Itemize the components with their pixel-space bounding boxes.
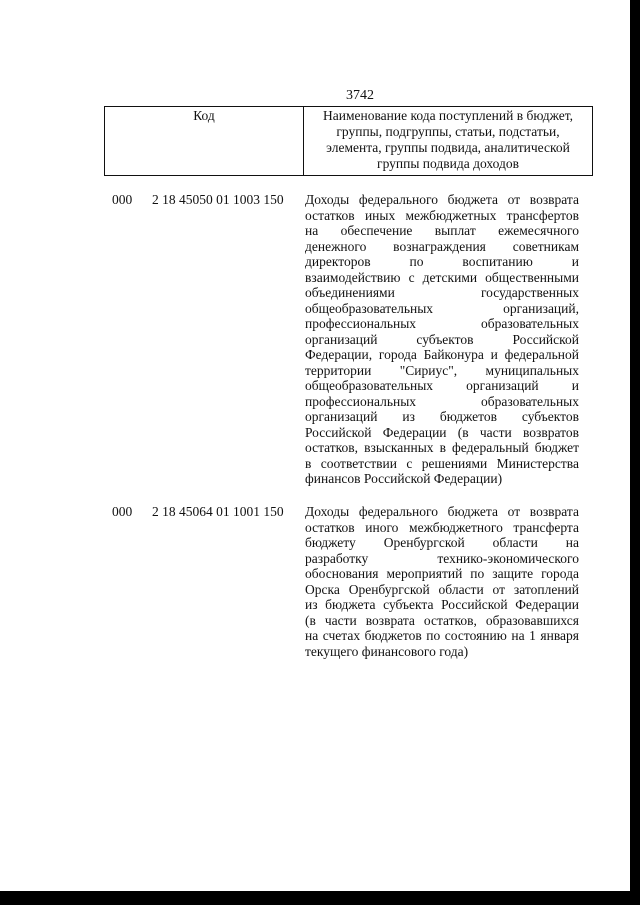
description-line: объединениями государственных	[305, 285, 579, 300]
description-line: директоров по воспитанию и	[305, 254, 579, 269]
description-line: взаимодействию с детскими общественными	[305, 269, 579, 285]
description-line: Российской Федерации (в части возвратов	[305, 424, 579, 440]
description-line: территории "Сириус", муниципальных	[305, 362, 579, 378]
description-line: на обеспечение выплат ежемесячного	[305, 223, 579, 238]
admin-code: 000	[112, 192, 133, 207]
description-line: финансов Российской Федерации)	[305, 471, 503, 486]
header-name-line: Наименование кода поступлений в бюджет,	[322, 108, 573, 123]
description-line: на счетах бюджетов по состоянию на 1 января	[305, 628, 579, 643]
description-line: Доходы федерального бюджета от возврата	[305, 504, 579, 519]
entry-description	[305, 504, 579, 659]
header-code-cell	[105, 107, 304, 176]
header-code-label: Код	[193, 108, 215, 123]
description-line: общеобразовательных организаций,	[305, 300, 579, 316]
table-header	[104, 106, 593, 176]
page-number: 3742	[346, 88, 374, 103]
header-name-line: группы подвида доходов	[377, 156, 519, 171]
budget-code: 2 18 45050 01 1003 150	[152, 192, 284, 207]
scan-border-right	[630, 0, 640, 905]
budget-code: 2 18 45064 01 1001 150	[152, 504, 284, 519]
description-line: Федерации, города Байконура и федеральной	[305, 347, 579, 362]
scan-border-bottom	[0, 891, 640, 905]
description-line: (в части возврата остатков, образовавшихся	[305, 612, 579, 628]
header-name-cell	[304, 107, 593, 176]
description-line: организаций из бюджетов субъектов	[305, 409, 579, 424]
admin-code: 000	[112, 504, 133, 519]
description-line: из бюджета субъекта Российской Федерации	[305, 597, 579, 612]
header-name-line: группы, подгруппы, статьи, подстатьи,	[336, 124, 560, 139]
description-line: в соответствии с решениями Министерства	[305, 455, 579, 471]
description-line: остатков иных межбюджетных трансфертов	[305, 207, 579, 223]
description-line: остатков иного межбюджетного трансферта	[305, 519, 579, 535]
description-line: бюджету Оренбургской области на	[305, 535, 579, 550]
description-line: профессиональных образовательных	[305, 393, 579, 409]
description-line: разработку технико-экономического	[305, 550, 579, 566]
entry-description	[305, 192, 579, 487]
header-name-line: элемента, группы подвида, аналитической	[326, 140, 570, 155]
description-line: профессиональных образовательных	[305, 316, 579, 331]
description-line: Доходы федерального бюджета от возврата	[305, 192, 579, 207]
description-line: остатков, взысканных в федеральный бюджет	[305, 440, 579, 455]
description-line: обоснования мероприятий по защите города	[305, 566, 579, 581]
description-line: Орска Оренбургской области от затоплений	[305, 581, 579, 597]
description-line: денежного вознаграждения советникам	[305, 238, 579, 254]
description-line: текущего финансового года)	[305, 643, 469, 659]
description-line: общеобразовательных организаций и	[305, 378, 579, 393]
description-line: организаций субъектов Российской	[305, 331, 579, 347]
